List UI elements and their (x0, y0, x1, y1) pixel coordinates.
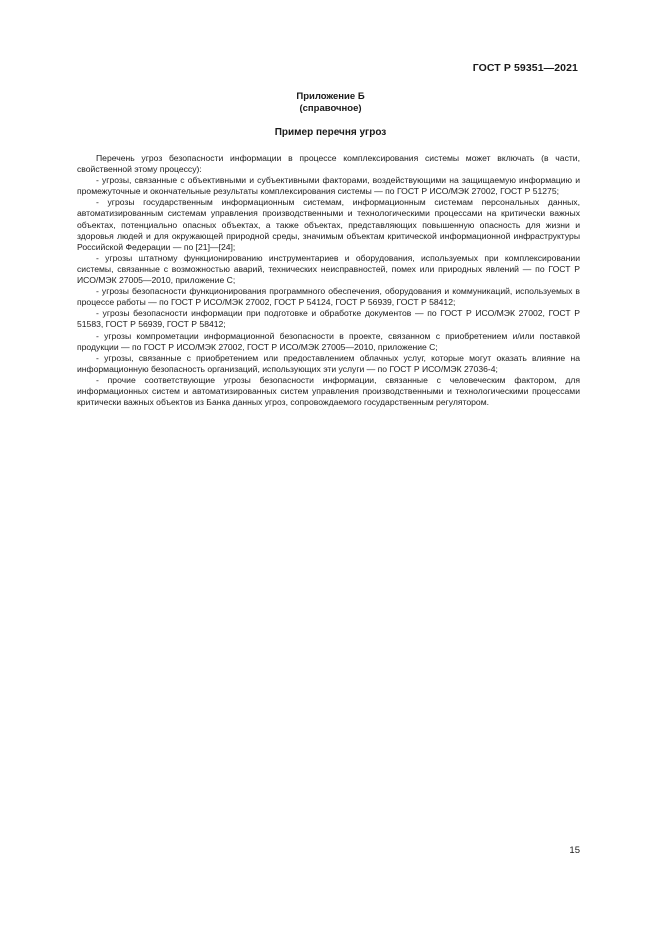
list-item: - угрозы штатному функционированию инструментариев и оборудования, используемых при комплексировании системы, связанные с возможностью аварий, технических неисправностей, помех или природных явлений — по ГОСТ Р ИСО/МЭК 27005—2010, приложение С; (77, 252, 580, 286)
list-item: - угрозы государственным информационным системам, информационным системам персональных данных, автоматизированным системам управления производственными и технологическими процессами на критически важных объектах, потенциально опасных объектах, а также объектах, представляющих повышенную опасность для жизни и здоровья людей и для окружающей природной среды, значимым объектам критической информационной инфраструктуры Российской Федерации — по [21]—[24]; (77, 197, 580, 252)
body-text (77, 153, 580, 408)
document-code: ГОСТ Р 59351—2021 (472, 62, 578, 74)
list-item: - угрозы, связанные с объективными и субъективными факторами, воздействующими на защищаемую информацию и промежуточные и окончательные результаты комплексирования системы — по ГОСТ Р ИСО/МЭК 27002, ГОСТ Р 51275; (77, 175, 580, 197)
page-number: 15 (569, 845, 580, 856)
list-item: - прочие соответствующие угрозы безопасности информации, связанные с человеческим фактором, для информационных систем и автоматизированных систем управления производственными и технологическими процессами критически важных объектов из Банка данных угроз, сопровождаемого государственным регулятором. (77, 374, 580, 408)
annex-heading (0, 91, 661, 115)
annex-label: Приложение Б (296, 91, 365, 102)
list-item: - угрозы безопасности информации при подготовке и обработке документов — по ГОСТ Р ИСО/МЭК 27002, ГОСТ Р 51583, ГОСТ Р 56939, ГОСТ Р 58412; (77, 308, 580, 330)
list-item: - угрозы, связанные с приобретением или предоставлением облачных услуг, которые могут оказать влияние на информационную безопасность организаций, использующих эти услуги — по ГОСТ Р ИСО/МЭК 27036-4; (77, 352, 580, 374)
list-item: - угрозы безопасности функционирования программного обеспечения, оборудования и коммуникаций, используемых в процессе работы — по ГОСТ Р ИСО/МЭК 27002, ГОСТ Р 54124, ГОСТ Р 56939, ГОСТ Р 58412; (77, 286, 580, 308)
list-item: - угрозы компрометации информационной безопасности в проекте, связанном с приобретением и/или поставкой продукции — по ГОСТ Р ИСО/МЭК 27002, ГОСТ Р ИСО/МЭК 27005—2010, приложение С; (77, 330, 580, 352)
annex-type: (справочное) (299, 103, 362, 114)
intro-paragraph: Перечень угроз безопасности информации в процессе комплексирования системы может включать (в части, свойственной этому процессу): (77, 153, 580, 175)
annex-title: Пример перечня угроз (274, 127, 387, 138)
